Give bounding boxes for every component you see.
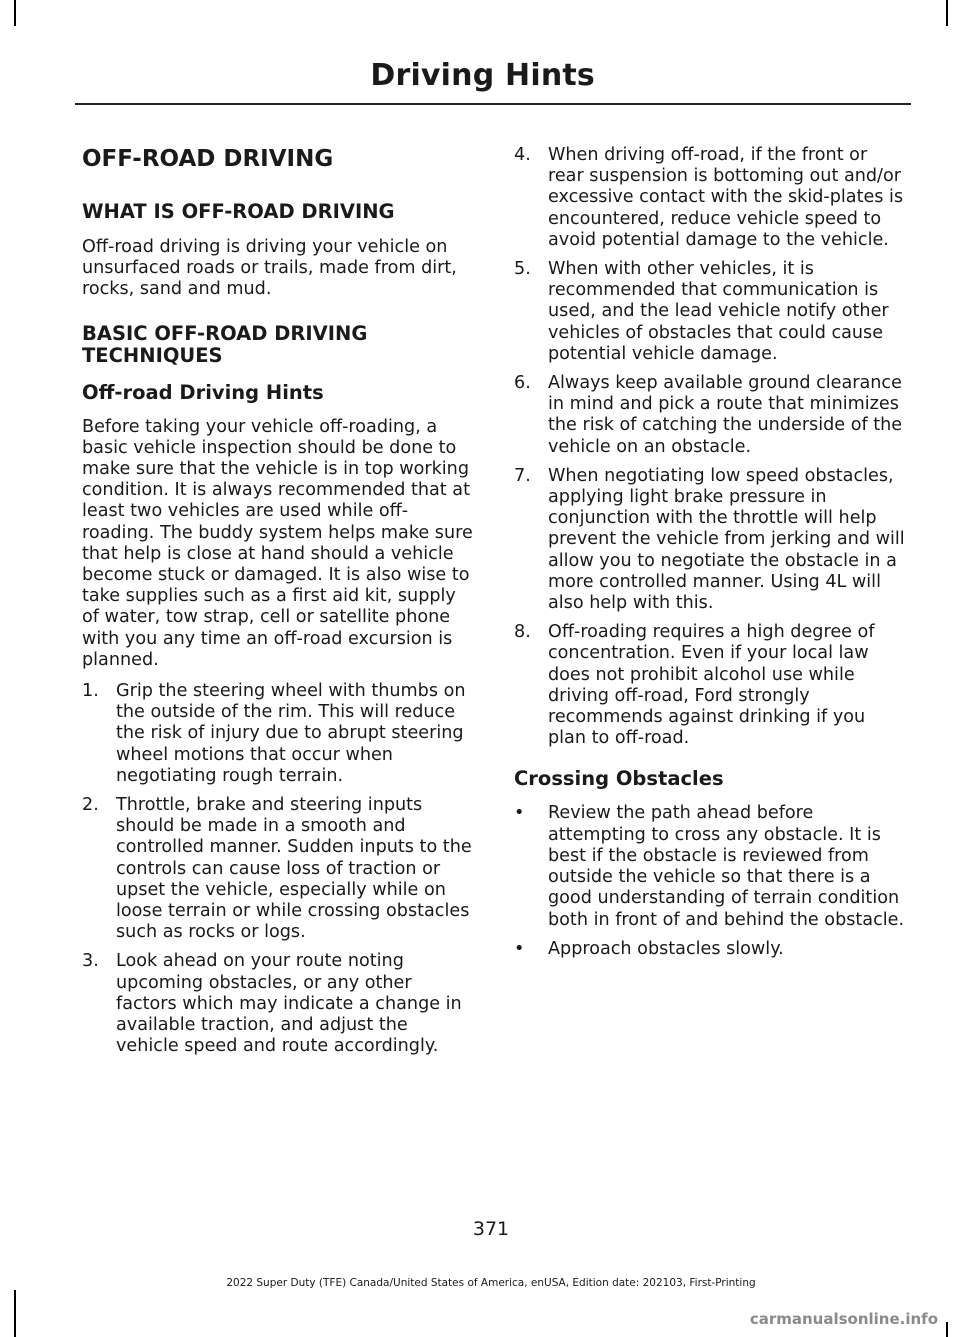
list-number: 7. bbox=[514, 465, 531, 486]
bullet-text: Approach obstacles slowly. bbox=[548, 938, 784, 959]
crop-mark-top-left bbox=[14, 0, 16, 26]
list-number: 6. bbox=[514, 373, 531, 394]
list-item-text: When negotiating low speed obstacles, applying light brake pressure in conjunction with the throttle will help prevent the vehicle from jerking and will allow you to negotiate the obstacle in a more controlled manner. Using 4L will also help with this. bbox=[548, 465, 905, 614]
bullet-text: Review the path ahead before attempting to cross any obstacle. It is best if the obstacle is reviewed from outside the vehicle so that there is a good understanding of terrain condition both in front of and behind the obstacle. bbox=[548, 803, 905, 930]
paragraph-off-road-hints: Before taking your vehicle off-roading, a basic vehicle inspection should be done to make sure that the vehicle is in top working condition. It is always recommended that at least two vehicles are used while off-roading. The buddy system helps make sure that help is close at hand should a vehicle become stuck or damaged. It is also wise to take supplies such as a first aid kit, supply of water, tow strap, cell or satellite phone with you any time an off-road excursion is planned. bbox=[82, 416, 473, 670]
heading-crossing-obstacles: Crossing Obstacles bbox=[514, 767, 724, 791]
list-number: 1. bbox=[82, 681, 99, 702]
bullet-item bbox=[514, 939, 906, 960]
list-item-text: Always keep available ground clearance in mind and pick a route that minimizes the risk of catching the underside of the vehicle on an obstacle. bbox=[548, 373, 903, 457]
list-number: 8. bbox=[514, 622, 531, 643]
crop-mark-bottom-left bbox=[14, 1290, 16, 1337]
bullet-item bbox=[514, 803, 906, 930]
bullet-mark: • bbox=[514, 803, 525, 824]
list-item-text: When with other vehicles, it is recommended that communication is used, and the lead vehicle notify other vehicles of obstacles that could cause potential vehicle damage. bbox=[548, 259, 889, 364]
page-header-title: Driving Hints bbox=[370, 58, 595, 93]
heading-basic-techniques: BASIC OFF-ROAD DRIVING TECHNIQUES bbox=[82, 321, 368, 367]
hints-list-left bbox=[82, 681, 474, 1057]
list-item-text: Throttle, brake and steering inputs should be made in a smooth and controlled manner. Sudden inputs to the controls can cause loss of traction or upset the vehicle, especially while on loose terrain or while crossing obstacles such as rocks or logs. bbox=[116, 795, 472, 943]
paragraph-what-is-off-road: Off-road driving is driving your vehicle on unsurfaced roads or trails, made from dirt, rocks, sand and mud. bbox=[82, 237, 457, 300]
section-title-off-road-driving: OFF-ROAD DRIVING bbox=[82, 146, 334, 172]
list-number: 5. bbox=[514, 259, 531, 280]
list-number: 3. bbox=[82, 951, 99, 972]
crossing-bullets bbox=[514, 803, 906, 959]
list-item bbox=[514, 466, 906, 614]
list-item-text: Look ahead on your route noting upcoming obstacles, or any other factors which may indicate a change in available traction, and adjust the vehicle speed and route accordingly. bbox=[116, 951, 462, 1057]
list-item bbox=[514, 622, 906, 749]
list-item bbox=[514, 259, 906, 365]
heading-what-is-off-road: WHAT IS OFF-ROAD DRIVING bbox=[82, 200, 395, 223]
list-number: 2. bbox=[82, 795, 99, 816]
list-item bbox=[82, 795, 474, 943]
hints-list-right bbox=[514, 145, 906, 749]
list-item bbox=[82, 951, 474, 1057]
bullet-mark: • bbox=[514, 938, 525, 959]
right-column bbox=[514, 145, 906, 968]
list-item-text: Off-roading requires a high degree of concentration. Even if your local law does not prohibit alcohol use while driving off-road, Ford strongly recommends against drinking if you plan to off-road. bbox=[548, 622, 875, 749]
list-item bbox=[82, 681, 474, 787]
left-column bbox=[82, 145, 474, 1066]
list-item bbox=[514, 373, 906, 458]
list-number: 4. bbox=[514, 145, 531, 165]
crop-mark-top-right bbox=[946, 0, 948, 26]
list-item bbox=[514, 145, 906, 251]
edition-info: 2022 Super Duty (TFE) Canada/United States of America, enUSA, Edition date: 202103, First-Printing bbox=[226, 1277, 756, 1289]
header-divider bbox=[75, 103, 911, 105]
list-item-text: Grip the steering wheel with thumbs on the outside of the rim. This will reduce the risk of injury due to abrupt steering wheel motions that occur when negotiating rough terrain. bbox=[116, 681, 466, 786]
page-number: 371 bbox=[472, 1218, 510, 1240]
heading-off-road-hints: Off-road Driving Hints bbox=[82, 380, 324, 404]
watermark: carmanualsonline.info bbox=[749, 1310, 938, 1328]
crop-mark-bottom-right bbox=[946, 1322, 948, 1337]
list-item-text: When driving off-road, if the front or rear suspension is bottoming out and/or excessive contact with the skid-plates is encountered, reduce vehicle speed to avoid potential damage to the vehicle. bbox=[548, 145, 904, 250]
